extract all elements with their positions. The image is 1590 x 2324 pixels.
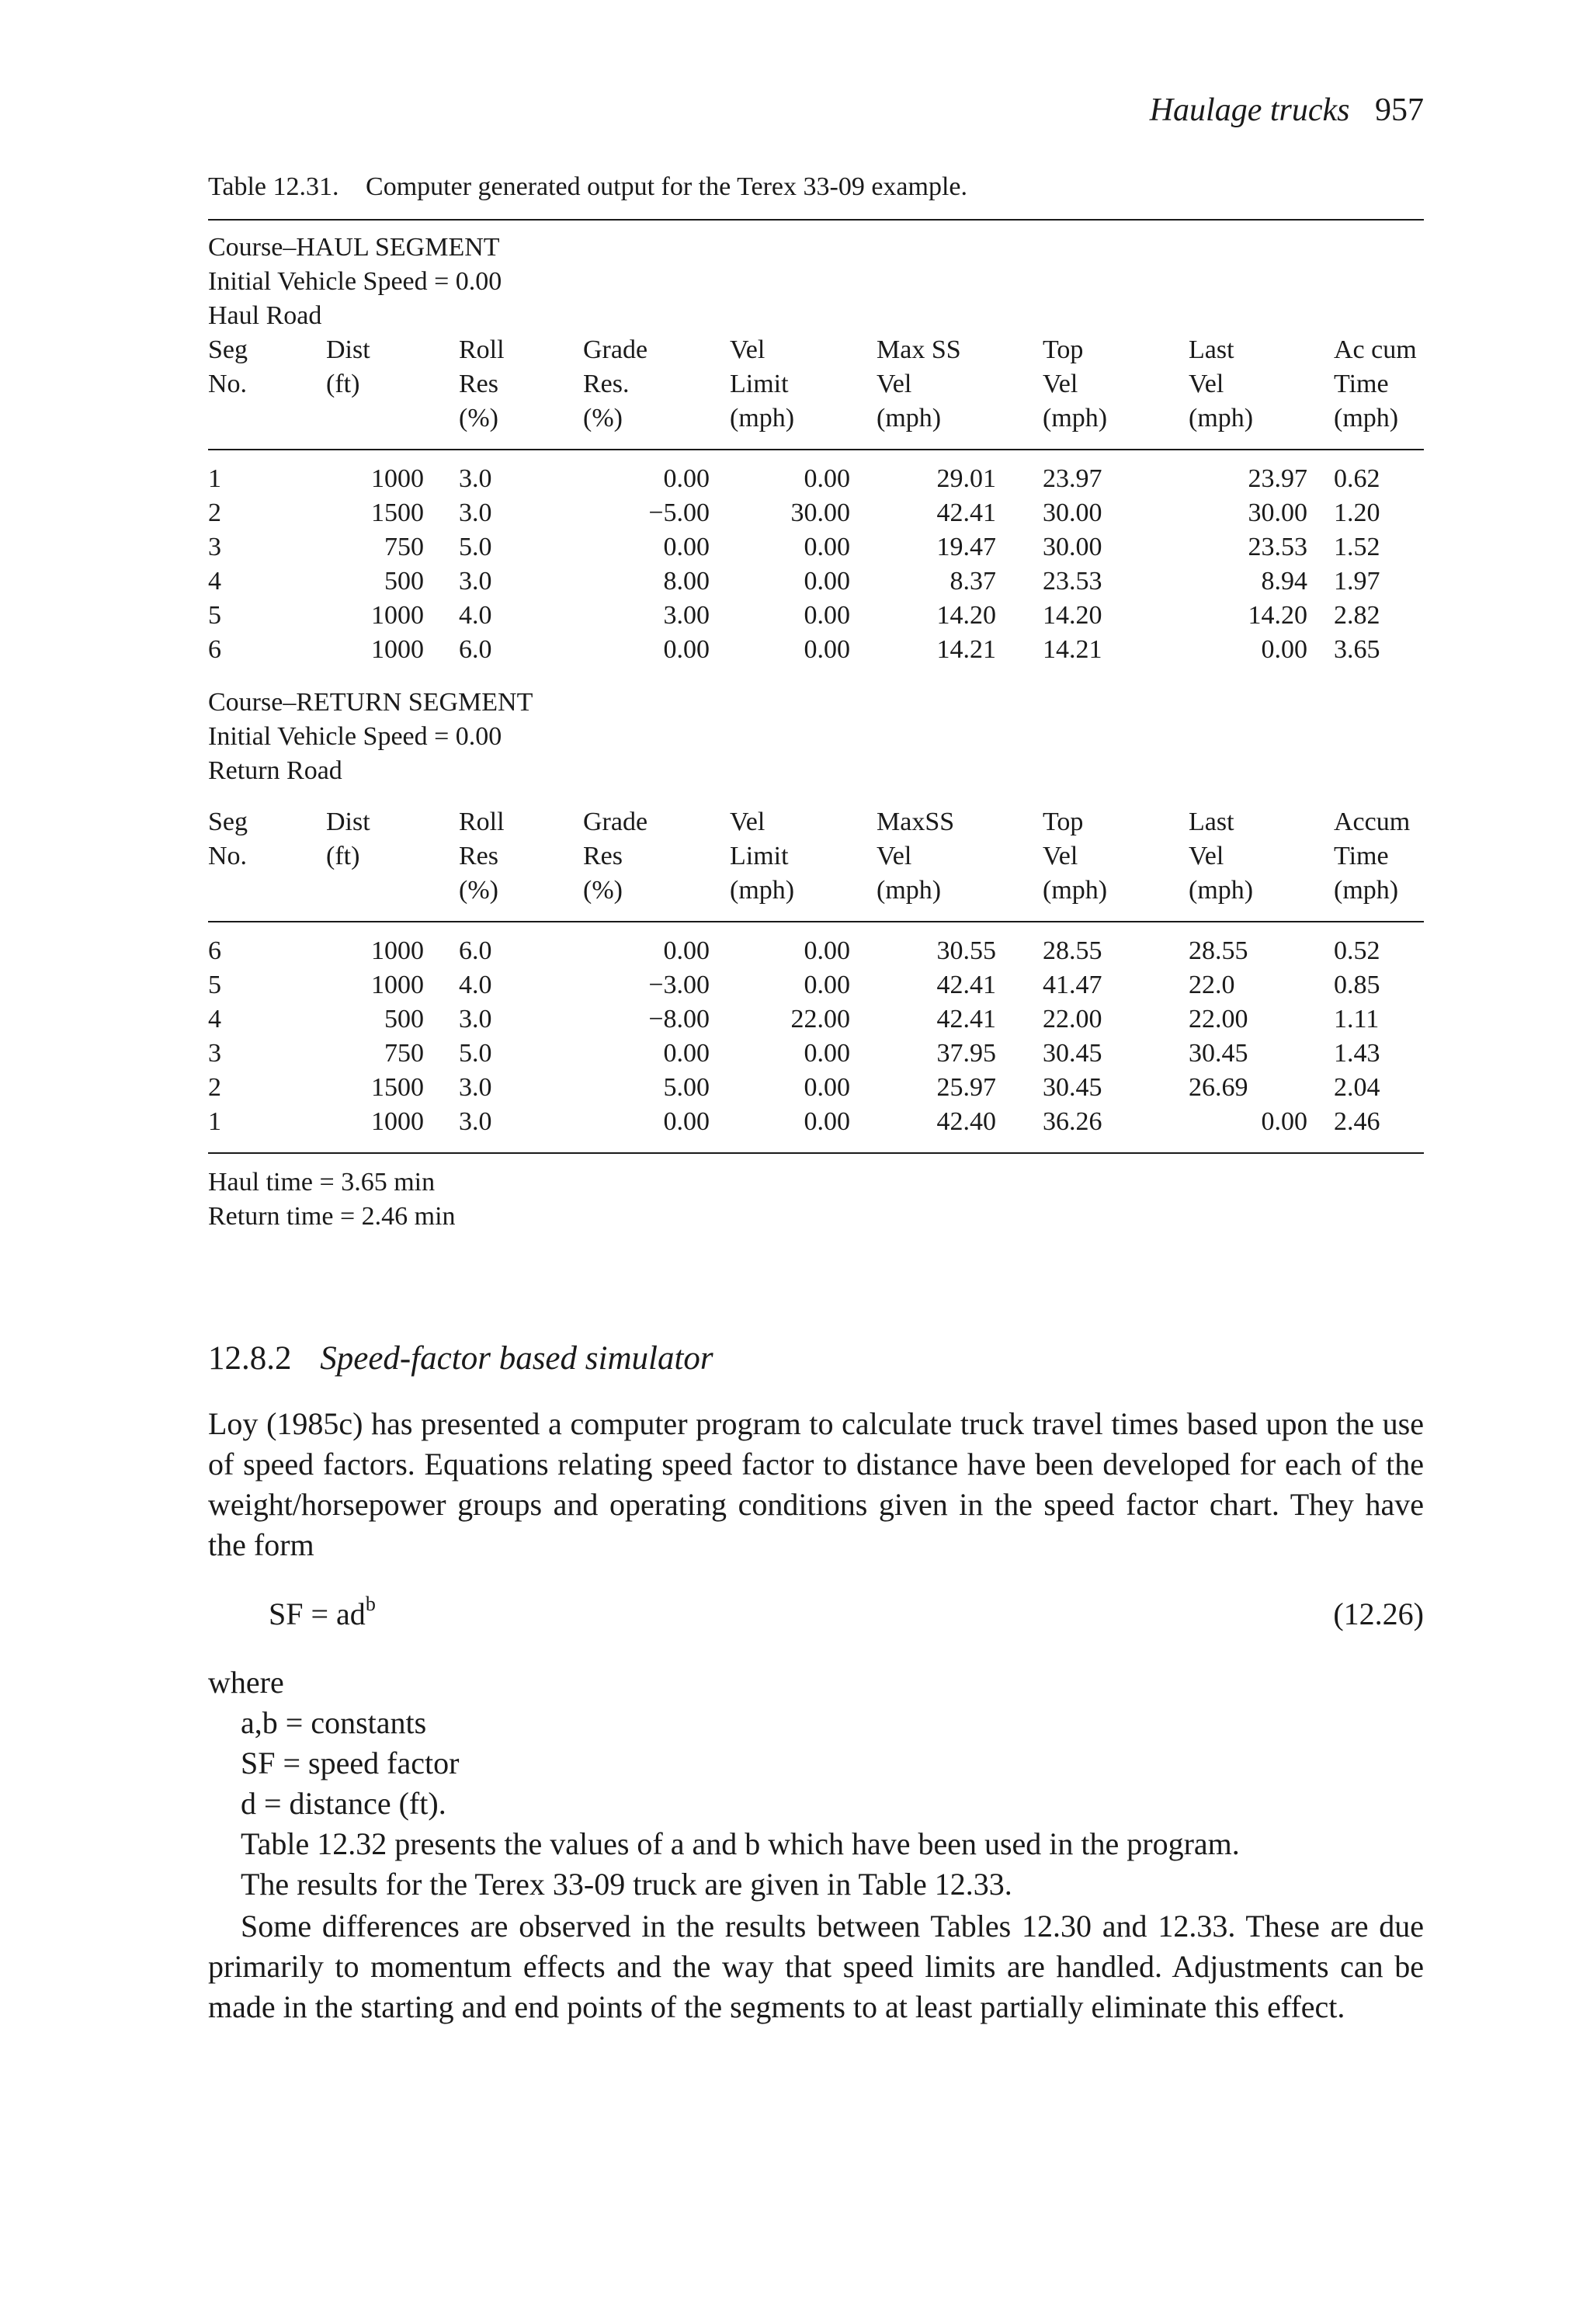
table-header-cell: (mph) [730, 404, 795, 432]
table-cell: 28.55 [1189, 936, 1248, 965]
table-cell: 1000 [371, 1107, 424, 1136]
table-cell: 29.01 [936, 464, 996, 493]
table-header-cell: Vel [877, 370, 912, 398]
table-header-cell: (mph) [1043, 876, 1108, 905]
table-cell: 2.04 [1334, 1073, 1380, 1102]
table-row [208, 464, 1424, 498]
table-cell: 42.41 [936, 1005, 996, 1033]
table-header-cell: Res [459, 842, 498, 870]
table-cell: 26.69 [1189, 1073, 1248, 1102]
table-cell: 5 [208, 601, 221, 630]
table-cell: 5.0 [459, 533, 492, 561]
table-cell: 30.00 [1043, 533, 1102, 561]
table-cell: 37.95 [936, 1039, 996, 1068]
table-top-rule [208, 219, 1424, 221]
table-header-cell: Res. [583, 370, 630, 398]
return-header-rule [208, 921, 1424, 922]
table-cell: 1500 [371, 1073, 424, 1102]
table-header-cell: (%) [459, 404, 498, 432]
table-header-cell: Grade [583, 335, 648, 364]
table-header-cell: Top [1043, 808, 1084, 836]
section-heading [208, 1339, 713, 1377]
table-cell: 0.00 [804, 936, 850, 965]
table-cell: 0.00 [663, 464, 710, 493]
table-header-cell: (mph) [877, 404, 942, 432]
table-cell: 8.37 [949, 567, 996, 596]
table-header-cell: (ft) [326, 370, 360, 398]
table-header-cell: Res [583, 842, 623, 870]
table-header-cell: (mph) [730, 876, 795, 905]
table-cell: 1.20 [1334, 498, 1380, 527]
equation-body: SF = ad [269, 1596, 366, 1631]
table-header-cell: (%) [583, 404, 623, 432]
table-cell: 22.0 [1189, 971, 1235, 999]
table-header-cell: Limit [730, 842, 789, 870]
table-cell: 30.00 [790, 498, 850, 527]
table-cell: 0.00 [1261, 635, 1307, 664]
table-header-cell: Accum [1334, 808, 1411, 836]
haul-time: Haul time = 3.65 min [208, 1168, 436, 1197]
table-row [208, 1005, 1424, 1039]
table-row [208, 971, 1424, 1005]
table-cell: 8.00 [663, 567, 710, 596]
table-header-cell: Res [459, 370, 498, 398]
table-header-cell: Limit [730, 370, 789, 398]
text-line-table-12-33: The results for the Terex 33-09 truck are given in Table 12.33. [241, 1867, 1012, 1902]
running-head-title: Haulage trucks [1149, 92, 1350, 128]
table-cell: −3.00 [648, 971, 710, 999]
table-cell: 0.00 [663, 1039, 710, 1068]
table-cell: 0.52 [1334, 936, 1380, 965]
text-line-table-12-32: Table 12.32 presents the values of a and b which have been used in the program. [241, 1826, 1240, 1861]
table-cell: 0.00 [804, 971, 850, 999]
table-header-cell: (%) [459, 876, 498, 905]
table-header-cell: Top [1043, 335, 1084, 364]
table-header-cell: (mph) [1334, 876, 1399, 905]
table-cell: 1 [208, 464, 221, 493]
table-cell: 1000 [371, 601, 424, 630]
table-cell: 2 [208, 1073, 221, 1102]
table-row [208, 1073, 1424, 1107]
table-cell: 2 [208, 498, 221, 527]
table-cell: 0.62 [1334, 464, 1380, 493]
table-cell: 30.00 [1248, 498, 1307, 527]
table-cell: 3.65 [1334, 635, 1380, 664]
table-header-cell: Time [1334, 842, 1389, 870]
table-cell: 30.45 [1043, 1073, 1102, 1102]
table-header-cell: Max SS [877, 335, 961, 364]
haul-initial-speed: Initial Vehicle Speed = 0.00 [208, 267, 502, 296]
paragraph-differences [208, 1906, 1424, 2027]
table-header-cell: (mph) [1043, 404, 1108, 432]
table-cell: 42.41 [936, 971, 996, 999]
equation-number: (12.26) [1333, 1596, 1424, 1631]
table-header-cell: (mph) [1334, 404, 1399, 432]
table-header-cell: (ft) [326, 842, 360, 870]
table-cell: 22.00 [790, 1005, 850, 1033]
table-header-cell: Vel [730, 808, 765, 836]
table-cell: 6.0 [459, 936, 492, 965]
table-cell: 2.82 [1334, 601, 1380, 630]
table-cell: 0.00 [804, 567, 850, 596]
table-cell: 500 [384, 567, 424, 596]
table-header-cell: Vel [1043, 370, 1078, 398]
table-caption-text: Computer generated output for the Terex 33-09 example. [366, 172, 967, 201]
haul-header-row [208, 335, 1424, 370]
table-cell: 14.21 [1043, 635, 1102, 664]
table-cell: 6.0 [459, 635, 492, 664]
table-row [208, 1107, 1424, 1141]
table-cell: 0.00 [663, 1107, 710, 1136]
return-header-row [208, 808, 1424, 842]
table-cell: 41.47 [1043, 971, 1102, 999]
table-header-cell: (mph) [1189, 876, 1254, 905]
table-cell: 0.00 [1261, 1107, 1307, 1136]
table-cell: 6 [208, 936, 221, 965]
table-row [208, 936, 1424, 971]
table-row [208, 601, 1424, 635]
table-cell: 0.00 [804, 533, 850, 561]
table-cell: 500 [384, 1005, 424, 1033]
table-header-cell: Seg [208, 335, 248, 364]
running-head [1150, 92, 1424, 129]
table-header-cell: Dist [326, 808, 370, 836]
table-cell: 19.47 [936, 533, 996, 561]
table-cell: 25.97 [936, 1073, 996, 1102]
table-cell: 5.0 [459, 1039, 492, 1068]
table-bottom-rule [208, 1152, 1424, 1154]
table-header-cell: Grade [583, 808, 648, 836]
page-number: 957 [1375, 92, 1424, 128]
table-cell: 8.94 [1261, 567, 1307, 596]
table-cell: 14.21 [936, 635, 996, 664]
table-cell: 3 [208, 1039, 221, 1068]
table-header-cell: Seg [208, 808, 248, 836]
table-cell: 23.53 [1043, 567, 1102, 596]
table-caption [208, 172, 967, 202]
table-header-cell: Vel [730, 335, 765, 364]
table-cell: 36.26 [1043, 1107, 1102, 1136]
table-cell: 28.55 [1043, 936, 1102, 965]
table-cell: 0.00 [804, 601, 850, 630]
table-cell: 1000 [371, 464, 424, 493]
table-cell: 1.11 [1334, 1005, 1380, 1033]
return-header-row [208, 842, 1424, 876]
table-cell: 23.97 [1248, 464, 1307, 493]
table-cell: 1.97 [1334, 567, 1380, 596]
table-cell: 3 [208, 533, 221, 561]
table-cell: 0.00 [804, 1107, 850, 1136]
table-cell: 23.97 [1043, 464, 1102, 493]
table-header-cell: Ac cum [1334, 335, 1417, 364]
table-header-cell: Vel [1189, 842, 1224, 870]
paragraph-speed-factors: Loy (1985c) has presented a computer program to calculate truck travel times based upon the use of speed factors. Equations relating speed factor to distance have been developed for each of the weight/horsepower groups and operating conditions given in the speed factor chart. They have the form [208, 1406, 1424, 1562]
table-header-cell: Vel [877, 842, 912, 870]
return-course-label: Course–RETURN SEGMENT [208, 688, 533, 717]
table-cell: 22.00 [1043, 1005, 1102, 1033]
haul-header-row [208, 370, 1424, 404]
table-caption-number: Table 12.31. [208, 172, 339, 201]
table-cell: 2.46 [1334, 1107, 1380, 1136]
table-cell: 3.0 [459, 498, 492, 527]
where-label: where [208, 1665, 284, 1700]
definition-item: d = distance (ft). [241, 1786, 446, 1821]
haul-header-rule [208, 449, 1424, 450]
table-cell: 0.00 [804, 464, 850, 493]
table-header-cell: No. [208, 370, 248, 398]
table-header-cell: Time [1334, 370, 1389, 398]
return-road-label: Return Road [208, 756, 342, 785]
definition-item: a,b = constants [241, 1705, 427, 1740]
return-initial-speed: Initial Vehicle Speed = 0.00 [208, 722, 502, 751]
table-cell: 4 [208, 567, 221, 596]
table-header-cell: Roll [459, 335, 505, 364]
table-header-cell: Last [1189, 808, 1234, 836]
table-cell: 0.00 [804, 1073, 850, 1102]
table-cell: 42.40 [936, 1107, 996, 1136]
table-cell: 1 [208, 1107, 221, 1136]
table-cell: −5.00 [648, 498, 710, 527]
haul-course-label: Course–HAUL SEGMENT [208, 233, 500, 262]
table-cell: 14.20 [1043, 601, 1102, 630]
section-title: Speed-factor based simulator [320, 1340, 713, 1377]
return-time: Return time = 2.46 min [208, 1202, 456, 1231]
table-cell: 30.45 [1189, 1039, 1248, 1068]
table-header-cell: Vel [1043, 842, 1078, 870]
table-cell: 3.0 [459, 464, 492, 493]
table-header-cell: (mph) [877, 876, 942, 905]
table-cell: 30.55 [936, 936, 996, 965]
table-row [208, 533, 1424, 567]
table-cell: 3.0 [459, 1005, 492, 1033]
table-header-cell: Last [1189, 335, 1234, 364]
table-cell: −8.00 [648, 1005, 710, 1033]
paragraph-differences-text: Some differences are observed in the results between Tables 12.30 and 12.33. These are due primarily to momentum effects and the way that speed limits are handled. Adjustments can be made in the starting and end points of the segments to at least partially eliminate this effect. [208, 1909, 1424, 2024]
return-header-row [208, 876, 1424, 910]
table-cell: 30.00 [1043, 498, 1102, 527]
table-header-cell: MaxSS [877, 808, 955, 836]
table-cell: 3.0 [459, 567, 492, 596]
table-cell: 14.20 [936, 601, 996, 630]
table-cell: 22.00 [1189, 1005, 1248, 1033]
table-cell: 1500 [371, 498, 424, 527]
equation-12-26 [269, 1593, 376, 1632]
table-cell: 6 [208, 635, 221, 664]
table-header-cell: (mph) [1189, 404, 1254, 432]
table-cell: 4 [208, 1005, 221, 1033]
table-cell: 1000 [371, 971, 424, 999]
table-cell: 14.20 [1248, 601, 1307, 630]
table-row [208, 567, 1424, 601]
table-cell: 1.52 [1334, 533, 1380, 561]
table-cell: 750 [384, 533, 424, 561]
table-cell: 5 [208, 971, 221, 999]
table-cell: 4.0 [459, 971, 492, 999]
table-cell: 0.85 [1334, 971, 1380, 999]
table-row [208, 498, 1424, 533]
haul-road-label: Haul Road [208, 301, 322, 330]
table-header-cell: (%) [583, 876, 623, 905]
table-cell: 0.00 [804, 635, 850, 664]
table-header-cell: No. [208, 842, 248, 870]
table-cell: 23.53 [1248, 533, 1307, 561]
table-header-cell: Dist [326, 335, 370, 364]
table-cell: 5.00 [663, 1073, 710, 1102]
section-number: 12.8.2 [208, 1340, 292, 1377]
table-cell: 1000 [371, 635, 424, 664]
table-cell: 3.0 [459, 1107, 492, 1136]
table-cell: 0.00 [663, 936, 710, 965]
table-cell: 42.41 [936, 498, 996, 527]
table-cell: 1000 [371, 936, 424, 965]
table-row [208, 1039, 1424, 1073]
equation-exponent: b [365, 1593, 376, 1615]
table-cell: 750 [384, 1039, 424, 1068]
table-cell: 3.0 [459, 1073, 492, 1102]
table-cell: 4.0 [459, 601, 492, 630]
haul-header-row [208, 404, 1424, 438]
table-cell: 0.00 [804, 1039, 850, 1068]
table-header-cell: Roll [459, 808, 505, 836]
table-cell: 0.00 [663, 635, 710, 664]
table-cell: 1.43 [1334, 1039, 1380, 1068]
table-row [208, 635, 1424, 669]
table-cell: 30.45 [1043, 1039, 1102, 1068]
definition-item: SF = speed factor [241, 1746, 460, 1780]
table-cell: 0.00 [663, 533, 710, 561]
table-cell: 3.00 [663, 601, 710, 630]
table-header-cell: Vel [1189, 370, 1224, 398]
